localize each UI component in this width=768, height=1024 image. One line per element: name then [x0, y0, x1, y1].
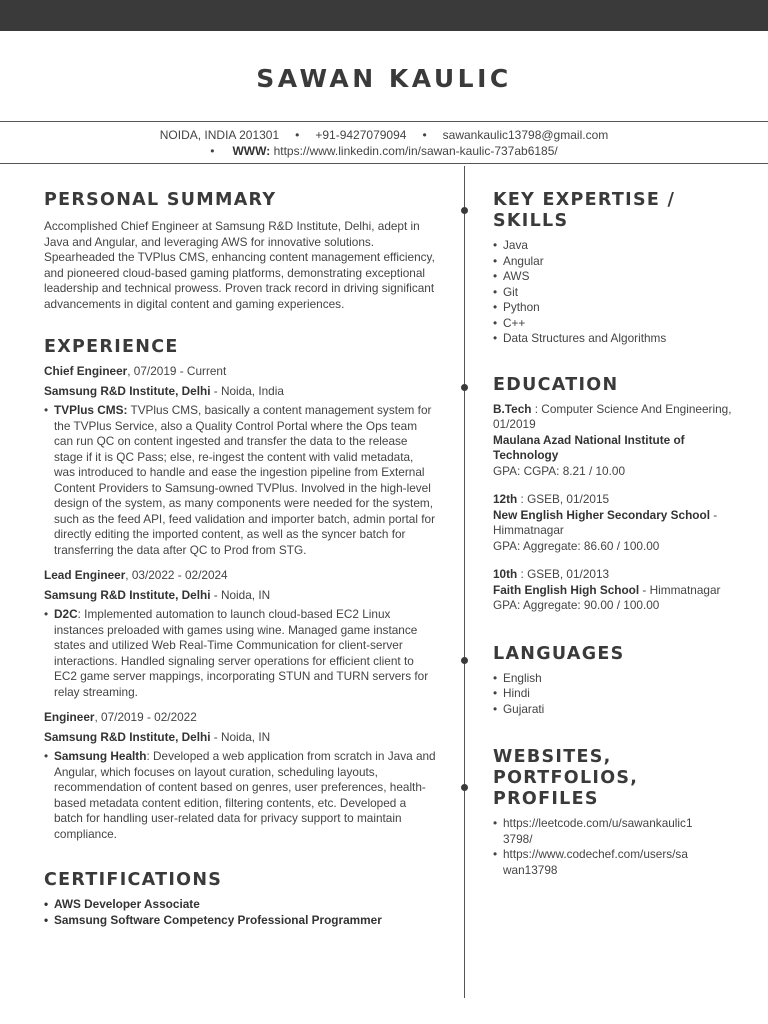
email[interactable]: sawankaulic13798@gmail.com: [442, 128, 609, 142]
education-entry: 10th : GSEB, 01/2013 Faith English High School - Himmatnagar GPA: Aggregate: 90.00 / 100.00: [493, 567, 733, 614]
job-title: Engineer: [44, 710, 95, 724]
timeline-dot: [461, 784, 468, 791]
top-bar: [0, 0, 768, 31]
job-location: - Noida, IN: [210, 587, 271, 602]
section-heading: EDUCATION: [493, 374, 619, 395]
gpa: GPA: Aggregate: 86.60 / 100.00: [493, 538, 660, 553]
language-item: • Hindi: [493, 686, 733, 702]
job-entry: [44, 568, 436, 700]
job-bullet: • TVPlus CMS: TVPlus CMS, basically a content management system for the TVPlus Service, also a Quality Control Portal where the Ops team can run QC on content ingested and transfer the data to the release stage if it is QC Pass; else, re-ingest the content with valid metadata, was introduced to handle and ease the ingestion pipeline from External Content Providers to Samsung-owned TVPlus. Involved in the high-level design of the system, as many components were needed for the system, such as the feed API, feed validation and importer batch, admin portal for directly editing the imported content, as well as the syncer batch for transferring the data after QC to Prod from STG.: [44, 403, 436, 558]
website-link[interactable]: • https://leetcode.com/u/sawankaulic13798/: [493, 816, 693, 847]
job-location: - Noida, IN: [210, 729, 271, 744]
job-title: Lead Engineer: [44, 568, 126, 582]
job-entry: [44, 364, 436, 558]
job-bullet: • D2C: Implemented automation to launch cloud-based EC2 Linux instances preloaded with games using wine. Managed game instance states and utilized Web Real-Time Communication for client-server interactions. Handled signaling server operations for efficient client to EC2 game server mappings, incorporating STUN and TURN servers for relay streaming.: [44, 607, 436, 700]
section-heading: PERSONAL SUMMARY: [44, 190, 277, 210]
website-link[interactable]: • https://www.codechef.com/users/sawan13798: [493, 847, 693, 878]
education-entry: 12th : GSEB, 01/2015 New English Higher Secondary School - Himmatnagar GPA: Aggregate: 86.60 / 100.00: [493, 492, 733, 554]
job-entry: [44, 710, 436, 842]
job-dates: , 03/2022 - 02/2024: [125, 568, 228, 582]
certification-item: • AWS Developer Associate: [44, 897, 436, 913]
skill-item: • C++: [493, 316, 733, 332]
timeline-dot: [461, 657, 468, 664]
contact-line: NOIDA, INDIA 201301 • +91-9427079094 • sawankaulic13798@gmail.com: [159, 128, 609, 142]
company: Samsung R&D Institute, Delhi: [44, 729, 211, 744]
www-label: WWW:: [232, 144, 271, 158]
gpa: GPA: Aggregate: 90.00 / 100.00: [493, 598, 660, 612]
summary-text: Accomplished Chief Engineer at Samsung R&D Institute, Delhi, adept in Java and Angular, and leveraging AWS for innovative solutions. Spearheaded the TVPlus CMS, enhancing content management efficiency, and pioneered cloud-based gaming platforms, demonstrating exceptional leadership and technical prowess. Proven track record in driving significant advancements in digital content and gaming experiences.: [44, 219, 435, 311]
job-title: Chief Engineer: [44, 364, 128, 378]
location: NOIDA, INDIA 201301: [159, 128, 280, 142]
candidate-name: SAWAN KAULIC: [256, 64, 512, 93]
section-heading: KEY EXPERTISE / SKILLS: [493, 190, 676, 231]
personal-summary-section: [44, 190, 436, 312]
skill-item: • Data Structures and Algorithms: [493, 331, 733, 347]
company: Samsung R&D Institute, Delhi: [44, 383, 211, 398]
skill-item: • Java: [493, 238, 733, 254]
timeline-dot: [461, 384, 468, 391]
skill-item: • AWS: [493, 269, 733, 285]
education-section: [493, 375, 733, 614]
section-heading: WEBSITES, PORTFOLIOS, PROFILES: [493, 747, 639, 809]
language-item: • English: [493, 671, 733, 687]
skill-item: • Angular: [493, 254, 733, 270]
section-heading: CERTIFICATIONS: [44, 870, 223, 890]
right-column: [493, 190, 733, 878]
websites-section: [493, 747, 733, 878]
languages-section: [493, 644, 733, 718]
header-divider-top: [0, 121, 768, 122]
school-name: Maulana Azad National Institute of Technology: [493, 432, 685, 462]
certifications-section: [44, 870, 436, 928]
education-entry: B.Tech : Computer Science And Engineering, 01/2019 Maulana Azad National Institute of Technology GPA: CGPA: 8.21 / 10.00: [493, 401, 732, 478]
job-bullet: • Samsung Health: Developed a web application from scratch in Java and Angular, which focuses on layout curation, scheduling layouts, recommendation of content based on genres, user preferences, health-based metadata content edition, filtering contents, etc. Developed a batch for handling user-related data for privacy support to maintain compliance.: [44, 749, 436, 842]
gpa: GPA: CGPA: 8.21 / 10.00: [493, 463, 626, 478]
skill-item: • Git: [493, 285, 733, 301]
experience-section: [44, 337, 436, 842]
certification-item: • Samsung Software Competency Professional Programmer: [44, 913, 436, 929]
school-name: Faith English High School: [493, 582, 640, 597]
section-heading: EXPERIENCE: [44, 337, 179, 357]
job-location: - Noida, India: [210, 383, 284, 398]
timeline-dot: [461, 207, 468, 214]
phone: +91-9427079094: [315, 128, 407, 142]
company: Samsung R&D Institute, Delhi: [44, 587, 211, 602]
skills-section: [493, 190, 733, 347]
job-dates: , 07/2019 - 02/2022: [94, 710, 197, 724]
column-divider: [464, 166, 465, 998]
header-divider-bottom: [0, 163, 768, 164]
language-item: • Gujarati: [493, 702, 733, 718]
skill-item: • Python: [493, 300, 733, 316]
left-column: [44, 190, 436, 928]
job-dates: , 07/2019 - Current: [127, 364, 227, 378]
section-heading: LANGUAGES: [493, 643, 625, 664]
school-name: New English Higher Secondary School: [493, 507, 710, 522]
www-line: • WWW: https://www.linkedin.com/in/sawan-kaulic-737ab6185/: [210, 144, 558, 158]
linkedin-link[interactable]: https://www.linkedin.com/in/sawan-kaulic-737ab6185/: [273, 144, 558, 158]
